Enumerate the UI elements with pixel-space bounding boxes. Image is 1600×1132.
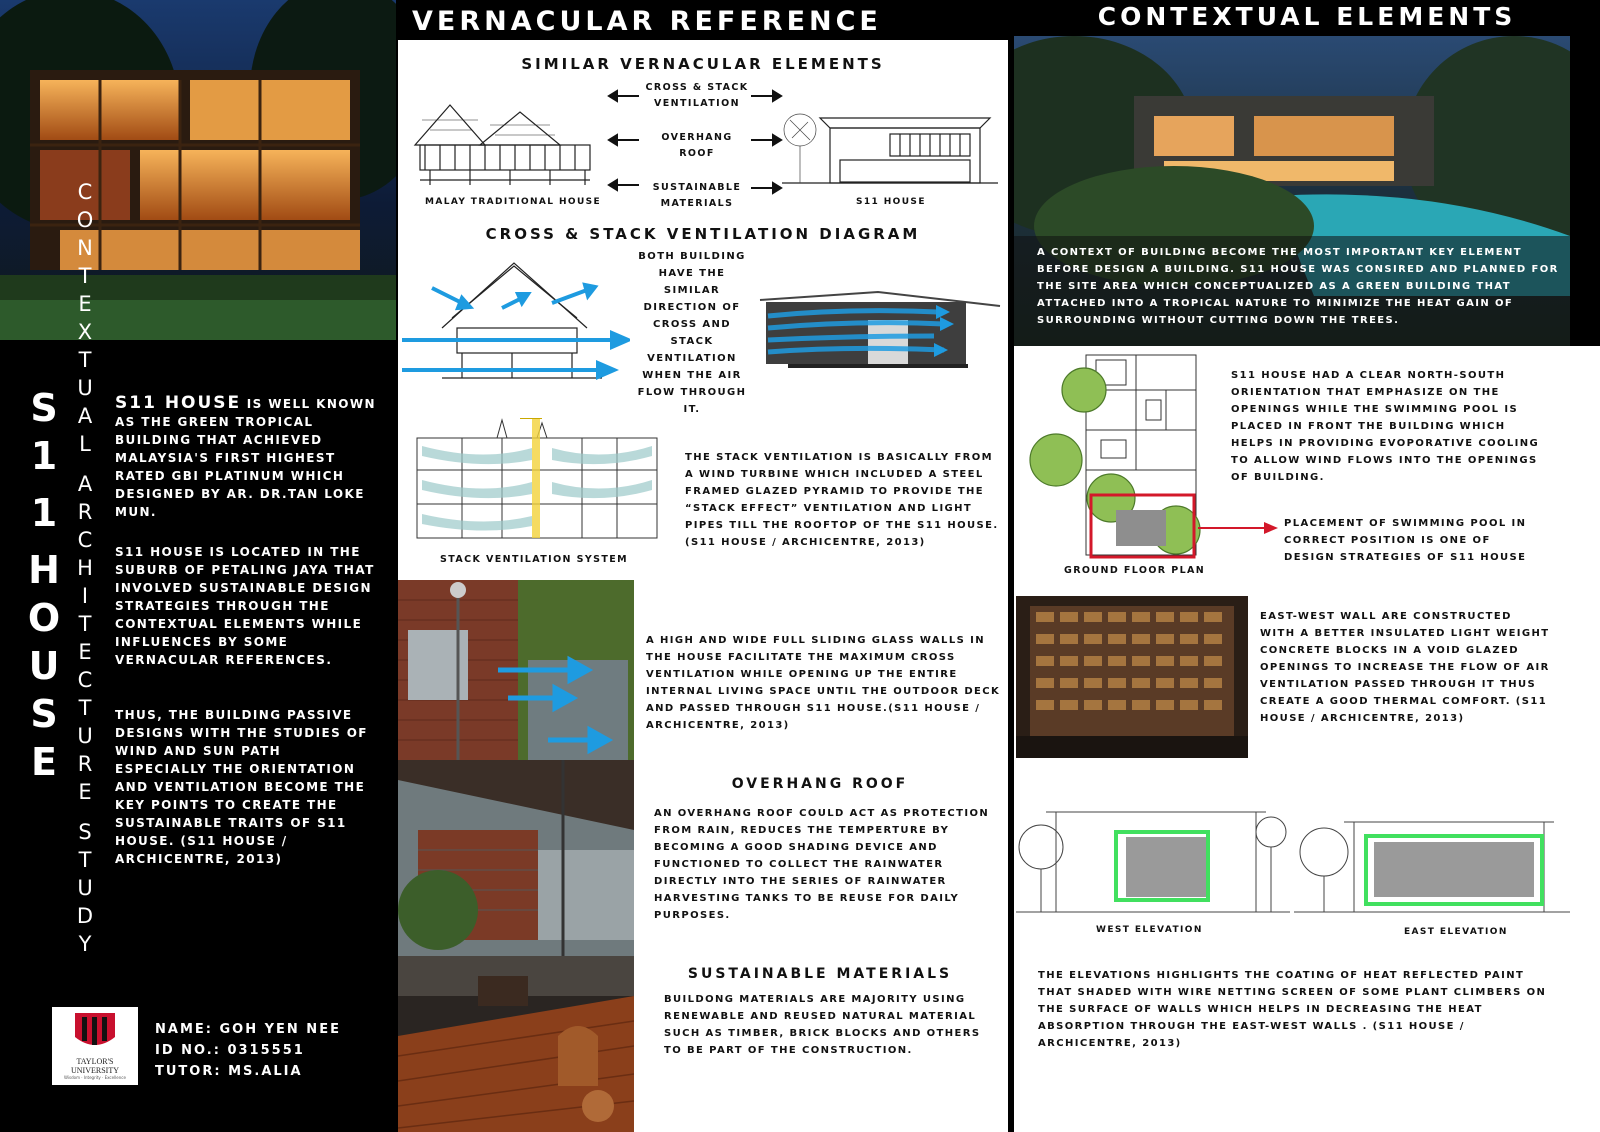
subtitle-letter: H	[77, 556, 93, 580]
subtitle-letter: U	[77, 724, 93, 748]
student-name: NAME: GOH YEN NEE	[155, 1022, 341, 1037]
comparison-arrows	[605, 80, 785, 215]
similar-elements-title: SIMILAR VERNACULAR ELEMENTS	[521, 55, 885, 73]
arrow-right-icon	[1198, 520, 1278, 536]
title-letter: U	[28, 644, 60, 688]
subtitle-letter: T	[78, 696, 92, 720]
title-letter: 1	[30, 491, 58, 535]
subtitle-letter: E	[78, 640, 92, 664]
title-letter: S	[30, 386, 58, 430]
malay-house-caption: MALAY TRADITIONAL HOUSE	[425, 197, 602, 207]
subtitle-letter: E	[78, 780, 92, 804]
intro-rest: IS WELL KNOWN AS THE GREEN TROPICAL BUILDING THAT ACHIEVED MALAYSIA'S FIRST HIGHEST RATED GBI PLATINUM WHICH DESIGNED BY AR. DR.TAN LOKE MUN.	[115, 397, 376, 519]
subtitle-letter: C	[77, 180, 93, 204]
s11-house-sketch	[780, 100, 1000, 188]
stack-ventilation-text: THE STACK VENTILATION IS BASICALLY FROM A WIND TURBINE WHICH INCLUDED A STEEL FRAMED GLAZED PYRAMID TO PROVIDE THE “STACK EFFECT” VENTILATION AND LIGHT PIPES TILL THE ROOFTOP OF THE S11 HOUSE.(S11 HOUSE / ARCHICENTRE, 2013)	[685, 452, 999, 548]
subtitle-letter: T	[78, 264, 92, 288]
subtitle-letter: L	[79, 432, 91, 456]
east-elevation-caption: EAST ELEVATION	[1404, 927, 1508, 937]
s11-house-night-photo	[0, 0, 396, 340]
title-letter: H	[28, 548, 60, 592]
subtitle-letter: C	[77, 668, 93, 692]
subtitle-letter: E	[78, 292, 92, 316]
context-text: A CONTEXT OF BUILDING BECOME THE MOST IMPORTANT KEY ELEMENT BEFORE DESIGN A BUILDING. S11 HOUSE WAS CONSIRED AND PLANNED FOR THE SITE AREA WHICH CONCEPTUALIZED AS A GREEN BUILDING THAT ATTACHED INTO A TROPICAL NATURE TO MINIMIZE THE HEAT GAIN OF SURROUNDING WITHOUT CUTTING DOWN THE TREES.	[1037, 247, 1559, 326]
subtitle-letter: U	[77, 876, 93, 900]
logo-tagline: Wisdom · Integrity · Excellence	[64, 1075, 126, 1080]
overhang-roof-title: OVERHANG ROOF	[731, 776, 909, 792]
overhang-roof-photo	[398, 760, 634, 956]
east-elevation-drawing	[1294, 792, 1570, 920]
malay-ventilation-diagram	[402, 258, 630, 388]
subtitle-letter: R	[77, 500, 93, 524]
university-logo	[52, 1007, 138, 1085]
west-elevation-caption: WEST ELEVATION	[1096, 925, 1203, 935]
stack-ventilation-section	[402, 418, 667, 548]
pool-pointer-arrow	[1198, 520, 1278, 536]
subtitle-letter: C	[77, 528, 93, 552]
arrow-label: SUSTAINABLE MATERIALS	[652, 182, 742, 209]
ventilation-comparison-text: BOTH BUILDING HAVE THE SIMILAR DIRECTION OF CROSS AND STACK VENTILATION WHEN THE AIR FLOW THROUGH IT.	[637, 251, 747, 415]
title-letter: S	[30, 692, 58, 736]
arrow-label: OVERHANG ROOF	[661, 132, 733, 159]
stack-ventilation-caption: STACK VENTILATION SYSTEM	[440, 554, 628, 565]
subtitle-letter: U	[77, 376, 93, 400]
intro-paragraph-2: S11 HOUSE IS LOCATED IN THE SUBURB OF PETALING JAYA THAT INVOLVED SUSTAINABLE DESIGN STRATEGIES THROUGH THE CONTEXTUAL ELEMENTS WHILE INFLUENCES BY SOME VERNACULAR REFERENCES.	[115, 545, 375, 667]
west-elevation-drawing	[1016, 792, 1290, 920]
ground-floor-plan	[1026, 350, 1226, 562]
subtitle-letter: A	[77, 404, 93, 428]
subtitle-letter: T	[78, 612, 92, 636]
subtitle-letter: Y	[78, 932, 92, 956]
subtitle-letter: T	[78, 348, 92, 372]
orientation-text: S11 HOUSE HAD A CLEAR NORTH-SOUTH ORIENTATION THAT EMPHASIZE ON THE OPENINGS WHILE THE SWIMMING POOL IS PLACED IN FRONT THE BUILDING WHICH HELPS IN PROVIDING EVOPORATIVE COOLING TO ALLOW WIND FLOWS INTO THE OPENINGS OF BUILDING.	[1231, 370, 1540, 483]
intro-paragraph-1	[115, 394, 377, 521]
student-info	[155, 1019, 395, 1082]
ground-floor-caption: GROUND FLOOR PLAN	[1064, 565, 1206, 576]
s11-house-caption: S11 HOUSE	[856, 197, 926, 207]
logo-crest-icon	[52, 1007, 138, 1057]
wall-construction-text: EAST-WEST WALL ARE CONSTRUCTED WITH A BETTER INSULATED LIGHT WEIGHT CONCRETE BLOCKS IN A VOID GLAZED OPENINGS TO INCREASE THE FLOW OF AIR VENTILATION PASSED THROUGH IT THUS CREATE A GOOD THERMAL COMFORT. (S11 HOUSE / ARCHICENTRE, 2013)	[1260, 611, 1550, 724]
elevation-text: THE ELEVATIONS HIGHLIGHTS THE COATING OF HEAT REFLECTED PAINT THAT SHADED WITH WIRE NETTING SCREEN OF SOME PLANT CLIMBERS ON THE SURFACE OF WALLS WHICH HELPS IN DECREASING THE HEAT ABSORPTION THROUGH THE EAST-WEST WALLS . (S11 HOUSE / ARCHICENTRE, 2013)	[1038, 970, 1547, 1049]
block-wall-photo	[1016, 596, 1248, 758]
subtitle-letter: S	[78, 820, 92, 844]
subtitle-letter: R	[77, 752, 93, 776]
subtitle-letter: A	[77, 472, 93, 496]
cross-stack-title: CROSS & STACK VENTILATION DIAGRAM	[485, 225, 921, 243]
s11-ventilation-diagram	[758, 290, 1002, 390]
subtitle-letter: N	[77, 236, 93, 260]
student-id: ID NO.: 0315551	[155, 1043, 305, 1058]
sustainable-materials-text: BUILDONG MATERIALS ARE MAJORITY USING RENEWABLE AND REUSED NATURAL MATERIAL SUCH AS TIMBER, BRICK BLOCKS AND OTHERS TO BE PART OF THE CONSTRUCTION.	[664, 994, 981, 1056]
malay-house-sketch	[410, 100, 600, 190]
title-letter: O	[27, 596, 61, 640]
subtitle-letter: I	[81, 584, 89, 608]
glass-wall-text: A HIGH AND WIDE FULL SLIDING GLASS WALLS IN THE HOUSE FACILITATE THE MAXIMUM CROSS VENTILATION WHILE OPENING UP THE ENTIRE INTERNAL LIVING SPACE UNTIL THE OUTDOOR DECK AND PASSED THROUGH S11 HOUSE.(S11 HOUSE / ARCHICENTRE, 2013)	[646, 635, 1001, 731]
right-header: CONTEXTUAL ELEMENTS	[1097, 2, 1517, 31]
sustainable-materials-photo	[398, 956, 634, 1132]
subtitle-letter: O	[76, 208, 94, 232]
title-letter: 1	[30, 434, 58, 478]
middle-header: VERNACULAR REFERENCE	[412, 6, 882, 37]
arrow-label: CROSS & STACK VENTILATION	[645, 82, 749, 109]
subtitle-letter: D	[76, 904, 94, 928]
intro-lead: S11 HOUSE	[115, 393, 242, 413]
intro-paragraph-3: THUS, THE BUILDING PASSIVE DESIGNS WITH THE STUDIES OF WIND AND SUN PATH ESPECIALLY THE ORIENTATION AND VENTILATION BECOME THE KEY POINTS TO CREATE THE SUSTAINABLE TRAITS OF S11 HOUSE. (S11 HOUSE / ARCHICENTRE, 2013)	[115, 708, 368, 866]
subtitle-letter: X	[77, 320, 93, 344]
pool-placement-text: PLACEMENT OF SWIMMING POOL IN CORRECT POSITION IS ONE OF DESIGN STRATEGIES OF S11 HOUSE	[1284, 518, 1527, 563]
title-vertical	[22, 384, 66, 786]
tutor-name: TUTOR: MS.ALIA	[155, 1064, 303, 1079]
sustainable-materials-title: SUSTAINABLE MATERIALS	[687, 966, 953, 982]
title-letter: E	[31, 740, 57, 784]
sliding-glass-wall-photo	[398, 580, 634, 760]
subtitle-letter: T	[78, 848, 92, 872]
logo-text: TAYLOR'S UNIVERSITY	[71, 1057, 119, 1075]
subtitle-vertical	[72, 178, 98, 958]
overhang-roof-text: AN OVERHANG ROOF COULD ACT AS PROTECTION FROM RAIN, REDUCES THE TEMPERTURE BY BECOMING A GOOD SHADING DEVICE AND FUNCTIONED TO COLLECT THE RAINWATER DIRECTLY INTO THE SERIES OF RAINWATER HARVESTING TANKS TO BE REUSE FOR DAILY PURPOSES.	[654, 808, 990, 921]
